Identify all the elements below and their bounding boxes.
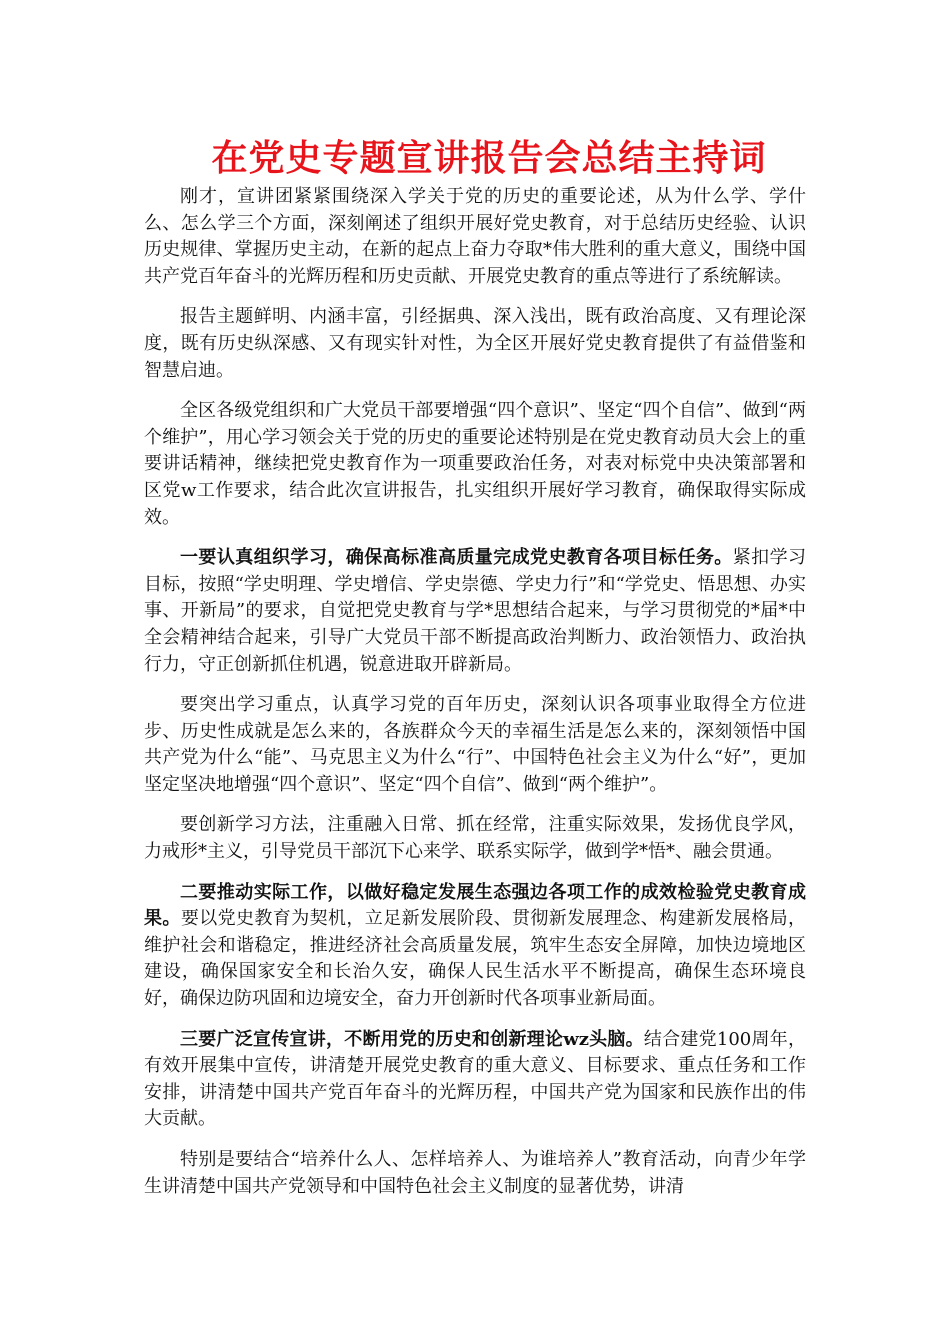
paragraph-text: 紧扣学习目标，按照“学史明理、学史增信、学史崇德、学史力行”和“学党史、悟思想、办实事、开新局”的要求，自觉把党史教育与学*思想结合起来，与学习贯彻党的*届*中全会精神结合起来，引导广大党员干部不断提高政治判断力、政治领悟力、政治执行力，守正创新抓住机遇，锐意进取开辟新局。 (144, 547, 807, 675)
paragraph-4 (144, 545, 806, 678)
paragraph-lead: 一要认真组织学习，确保高标准高质量完成党史教育各项目标任务。 (180, 547, 733, 569)
paragraph-lead: 三要广泛宣传宣讲，不断用党的历史和创新理论wz头脑。 (180, 1028, 644, 1050)
paragraph-lead: 二要推动实际工作，以做好稳定发展生态强边各项工作的成效检验党史教育成果。 (144, 881, 806, 930)
paragraph-text: 要以党史教育为契机，立足新发展阶段、贯彻新发展理念、构建新发展格局，维护社会和谐稳定，推进经济社会高质量发展，筑牢生态安全屏障，加快边境地区建设，确保国家安全和长治久安，确保人民生活水平不断提高，确保生态环境良好，确保边防巩固和边境安全，奋力开创新时代各项事业新局面。 (144, 908, 807, 1010)
paragraph-8 (144, 1027, 806, 1133)
paragraph-5 (144, 692, 806, 798)
paragraph-7 (144, 880, 806, 1013)
paragraph-text: 结合建党100周年，有效开展集中宣传，讲清楚开展党史教育的重大意义、目标要求、重点任务和工作安排，讲清楚中国共产党百年奋斗的光辉历程，中国共产党为国家和民族作出的伟大贡献。 (144, 1028, 806, 1130)
paragraph-text: 要创新学习方法，注重融入日常、抓在经常，注重实际效果，发扬优良学风，力戒形*主义，引导党员干部沉下心来学、联系实际学，做到学*悟*、融会贯通。 (144, 814, 806, 863)
document-page (144, 132, 806, 1214)
paragraph-3 (144, 398, 806, 531)
paragraph-2 (144, 304, 806, 384)
paragraph-9 (144, 1147, 806, 1200)
paragraph-text: 特别是要结合“培养什么人、怎样培养人、为谁培养人”教育活动，向青少年学生讲清楚中国共产党领导和中国特色社会主义制度的显著优势，讲清 (144, 1149, 806, 1197)
paragraph-text: 要突出学习重点，认真学习党的百年历史，深刻认识各项事业取得全方位进步、历史性成就是怎么来的，各族群众今天的幸福生活是怎么来的，深刻领悟中国共产党为什么“能”、马克思主义为什么“行”、中国特色社会主义为什么“好”，更加坚定坚决地增强“四个意识”、坚定“四个自信”、做到“两个维护”。 (144, 694, 806, 795)
paragraph-text: 刚才，宣讲团紧紧围绕深入学关于党的历史的重要论述，从为什么学、学什么、怎么学三个方面，深刻阐述了组织开展好党史教育，对于总结历史经验、认识历史规律、掌握历史主动，在新的起点上奋力夺取*伟大胜利的重大意义，围绕中国共产党百年奋斗的光辉历程和历史贡献、开展党史教育的重点等进行了系统解读。 (144, 186, 806, 287)
paragraph-text: 报告主题鲜明、内涵丰富，引经据典、深入浅出，既有政治高度、又有理论深度，既有历史纵深感、又有现实针对性，为全区开展好党史教育提供了有益借鉴和智慧启迪。 (144, 306, 806, 381)
paragraph-6 (144, 812, 806, 865)
document-title: 在党史专题宣讲报告会总结主持词 (211, 137, 767, 179)
paragraph-text: 全区各级党组织和广大党员干部要增强“四个意识”、坚定“四个自信”、做到“两个维护”，用心学习领会关于党的历史的重要论述特别是在党史教育动员大会上的重要讲话精神，继续把党史教育作为一项重要政治任务，对表对标党中央决策部署和区党w工作要求，结合此次宣讲报告，扎实组织开展好学习教育，确保取得实际成效。 (144, 400, 806, 528)
paragraph-1 (144, 184, 806, 290)
